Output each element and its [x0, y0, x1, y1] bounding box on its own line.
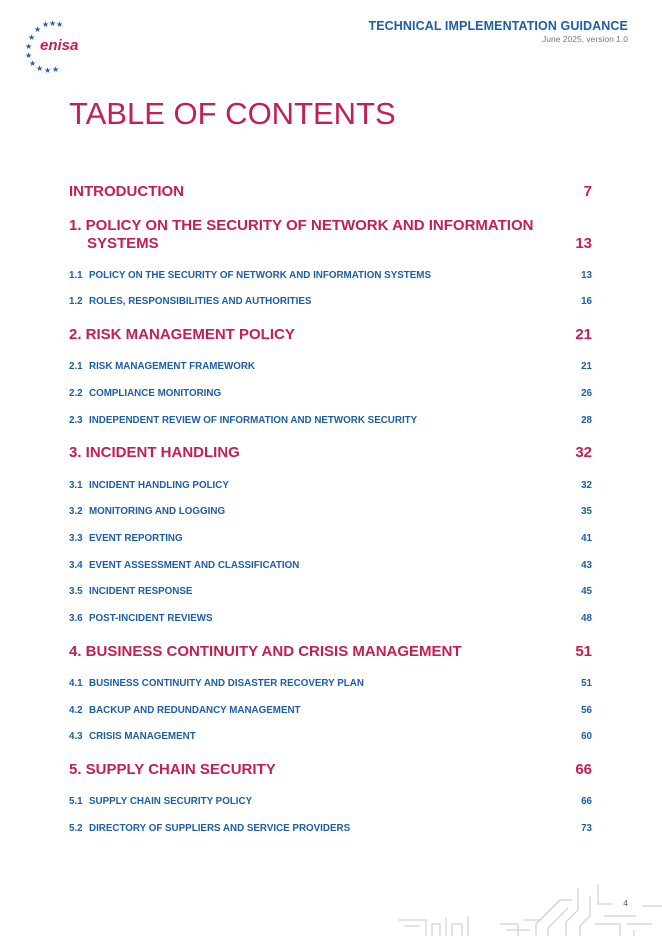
toc-section-label: INCIDENT RESPONSE	[89, 586, 193, 597]
toc-section-label: INCIDENT HANDLING POLICY	[89, 480, 229, 491]
toc-section-number: 1.1	[69, 270, 83, 281]
toc-page-number: 7	[583, 183, 592, 200]
toc-section-number: 5.1	[69, 796, 83, 807]
toc-chapter-label: 2. RISK MANAGEMENT POLICY	[69, 326, 295, 343]
toc-section-label: COMPLIANCE MONITORING	[89, 388, 222, 399]
toc-chapter-label: 5. SUPPLY CHAIN SECURITY	[69, 761, 276, 778]
toc-page-number: 41	[581, 533, 592, 544]
toc-section-number: 5.2	[69, 823, 83, 834]
toc-section-label: INDEPENDENT REVIEW OF INFORMATION AND NETWORK SECURITY	[89, 415, 418, 426]
toc-chapter-label: INTRODUCTION	[69, 183, 184, 200]
svg-text:★: ★	[56, 20, 64, 29]
toc-page-number: 35	[581, 506, 592, 517]
svg-text:★: ★	[36, 64, 44, 73]
svg-text:★: ★	[25, 51, 33, 60]
toc-page-number: 26	[581, 388, 592, 399]
svg-text:★: ★	[44, 66, 52, 74]
toc-section-number: 2.2	[69, 388, 83, 399]
toc-section-label: CRISIS MANAGEMENT	[89, 731, 196, 742]
toc-chapter-label: 3. INCIDENT HANDLING	[69, 444, 240, 461]
toc-page-number: 48	[581, 613, 592, 624]
svg-text:★: ★	[42, 20, 50, 29]
document-title: TECHNICAL IMPLEMENTATION GUIDANCE	[368, 19, 628, 33]
toc-section-number: 1.2	[69, 296, 83, 307]
svg-text:★: ★	[34, 25, 42, 34]
page-title: TABLE OF CONTENTS	[69, 96, 396, 131]
toc-section-label: BUSINESS CONTINUITY AND DISASTER RECOVERY PLAN	[89, 678, 364, 689]
toc-section-label: RISK MANAGEMENT FRAMEWORK	[89, 361, 255, 372]
toc-section-number: 3.2	[69, 506, 83, 517]
svg-text:★: ★	[29, 59, 37, 68]
toc-section-label: EVENT ASSESSMENT AND CLASSIFICATION	[89, 560, 300, 571]
toc-section-label: SUPPLY CHAIN SECURITY POLICY	[89, 796, 253, 807]
toc-chapter-label-line1: 1. POLICY ON THE SECURITY OF NETWORK AND INFORMATION	[69, 217, 534, 234]
toc-section-label: EVENT REPORTING	[89, 533, 183, 544]
toc-page-number: 60	[581, 731, 592, 742]
toc-section-number: 2.1	[69, 361, 83, 372]
svg-text:★: ★	[49, 19, 57, 28]
toc-chapter-label-line2: SYSTEMS	[87, 235, 159, 252]
svg-text:★: ★	[52, 65, 60, 74]
toc-section-number: 4.2	[69, 705, 83, 716]
toc-chapter-label: 4. BUSINESS CONTINUITY AND CRISIS MANAGEMENT	[69, 643, 462, 660]
toc-page-number: 45	[581, 586, 592, 597]
toc-section-number: 4.3	[69, 731, 83, 742]
toc-section-number: 3.1	[69, 480, 83, 491]
toc-page-number: 66	[581, 796, 592, 807]
toc-page-number: 13	[575, 235, 592, 252]
toc-section-number: 3.6	[69, 613, 83, 624]
toc-page-number: 21	[581, 361, 592, 372]
svg-text:★: ★	[28, 33, 36, 42]
circuit-decoration-icon	[390, 880, 662, 936]
toc-page-number: 56	[581, 705, 592, 716]
toc-section-label: BACKUP AND REDUNDANCY MANAGEMENT	[89, 705, 301, 716]
toc-section-label: ROLES, RESPONSIBILITIES AND AUTHORITIES	[89, 296, 312, 307]
toc-section-number: 4.1	[69, 678, 83, 689]
document-date-version: June 2025, version 1.0	[541, 34, 628, 44]
svg-text:★: ★	[25, 42, 33, 51]
page-number: 4	[623, 898, 628, 908]
toc-section-number: 3.3	[69, 533, 83, 544]
toc-page-number: 13	[581, 270, 592, 281]
toc-page-number: 73	[581, 823, 592, 834]
toc-page-number: 28	[581, 415, 592, 426]
toc-page-number: 21	[575, 326, 592, 343]
toc-section-label: MONITORING AND LOGGING	[89, 506, 226, 517]
toc-section-number: 3.4	[69, 560, 83, 571]
toc-page-number: 32	[581, 480, 592, 491]
toc-section-number: 3.5	[69, 586, 83, 597]
toc-page-number: 43	[581, 560, 592, 571]
toc-page-number: 66	[575, 761, 592, 778]
toc-page-number: 51	[581, 678, 592, 689]
toc-section-number: 2.3	[69, 415, 83, 426]
toc-page-number: 16	[581, 296, 592, 307]
toc-page-number: 32	[575, 444, 592, 461]
logo-wordmark: enisa	[40, 37, 79, 54]
toc-section-label: DIRECTORY OF SUPPLIERS AND SERVICE PROVIDERS	[89, 823, 351, 834]
toc-page-number: 51	[575, 643, 592, 660]
toc-section-label: POLICY ON THE SECURITY OF NETWORK AND INFORMATION SYSTEMS	[89, 270, 431, 281]
toc-section-label: POST-INCIDENT REVIEWS	[89, 613, 213, 624]
toc-chapter-label	[69, 217, 549, 253]
